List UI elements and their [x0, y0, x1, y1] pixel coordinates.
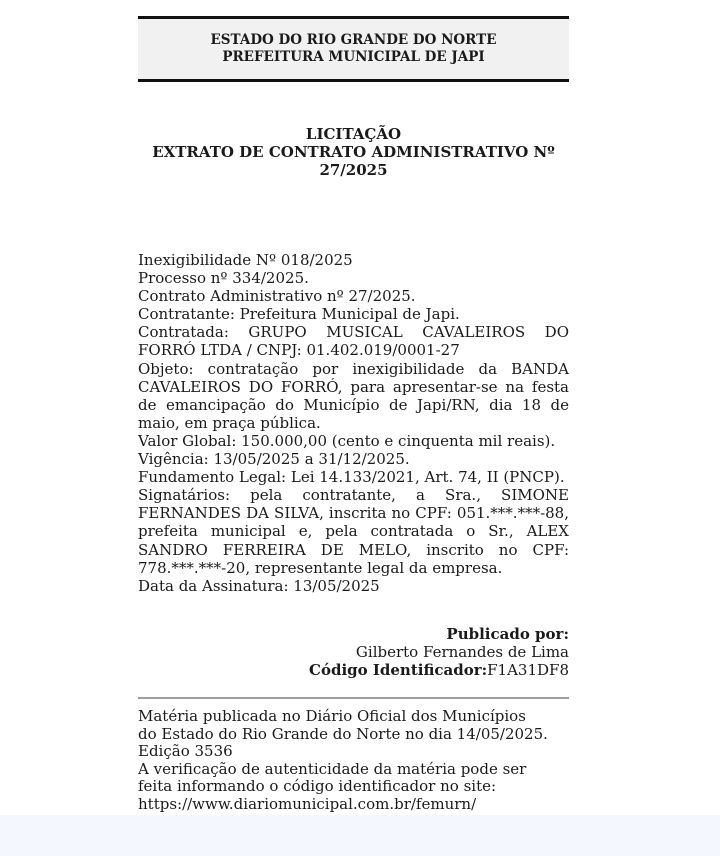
title-number: 27/2025: [319, 161, 388, 179]
contratante-line: Contratante: Prefeitura Municipal de Japi.: [138, 305, 460, 324]
footer-url-link[interactable]: https://www.diariomunicipal.com.br/femurn/: [138, 794, 477, 813]
publication-signature: [138, 625, 569, 679]
footer-line-4: A verificação de autenticidade da matéria pode ser: [138, 759, 527, 778]
bottom-band: [0, 815, 720, 856]
title-extrato: EXTRATO DE CONTRATO ADMINISTRATIVO Nº: [152, 143, 555, 161]
identifier-code-label: Código Identificador:: [309, 661, 488, 679]
document-title: [138, 125, 569, 179]
published-by-label: Publicado por:: [446, 625, 569, 643]
fundamento-line: Fundamento Legal: Lei 14.133/2021, Art. 74, II (PNCP).: [138, 468, 565, 487]
contratada-paragraph: Contratada: GRUPO MUSICAL CAVALEIROS DO FORRÓ LTDA / CNPJ: 01.402.019/0001-27: [138, 323, 569, 360]
valor-line: Valor Global: 150.000,00 (cento e cinquenta mil reais).: [138, 431, 556, 450]
publication-footer: [138, 708, 569, 814]
objeto-paragraph: Objeto: contratação por inexigibilidade da BANDA CAVALEIROS DO FORRÓ, para apresentar-se na festa de emancipação do Município de Japi/RN, dia 18 de maio, em praça pública.: [138, 359, 569, 432]
footer-line-1: Matéria publicada no Diário Oficial dos Municípios: [138, 707, 526, 725]
processo-line: Processo nº 334/2025.: [138, 269, 309, 288]
header-municipality: PREFEITURA MUNICIPAL DE JAPI: [222, 49, 485, 65]
identifier-code-value: F1A31DF8: [487, 661, 569, 679]
footer-line-2: do Estado do Rio Grande do Norte no dia 14/05/2025.: [138, 724, 548, 743]
contrato-line: Contrato Administrativo nº 27/2025.: [138, 287, 416, 306]
document-body: [138, 251, 569, 595]
footer-separator: [138, 697, 569, 699]
header-state: ESTADO DO RIO GRANDE DO NORTE: [210, 32, 497, 48]
inexigibilidade-line: Inexigibilidade Nº 018/2025: [138, 251, 353, 269]
vigencia-line: Vigência: 13/05/2025 a 31/12/2025.: [138, 450, 410, 469]
published-by-name: Gilberto Fernandes de Lima: [355, 643, 569, 661]
footer-edition: Edição 3536: [138, 742, 233, 761]
footer-line-5: feita informando o código identificador no site:: [138, 777, 497, 796]
data-assinatura-line: Data da Assinatura: 13/05/2025: [138, 576, 380, 595]
header-box: [138, 16, 569, 82]
title-licitacao: LICITAÇÃO: [305, 125, 402, 143]
signatarios-paragraph: Signatários: pela contratante, a Sra., SIMONE FERNANDES DA SILVA, inscrita no CPF: 051.***.***-88, prefeita municipal e, pela contratada o Sr., ALEX SANDRO FERREIRA DE MELO, inscrito no CPF: 778.***.***-20, representante legal da empresa.: [138, 486, 569, 577]
identifier-code: [138, 661, 569, 679]
